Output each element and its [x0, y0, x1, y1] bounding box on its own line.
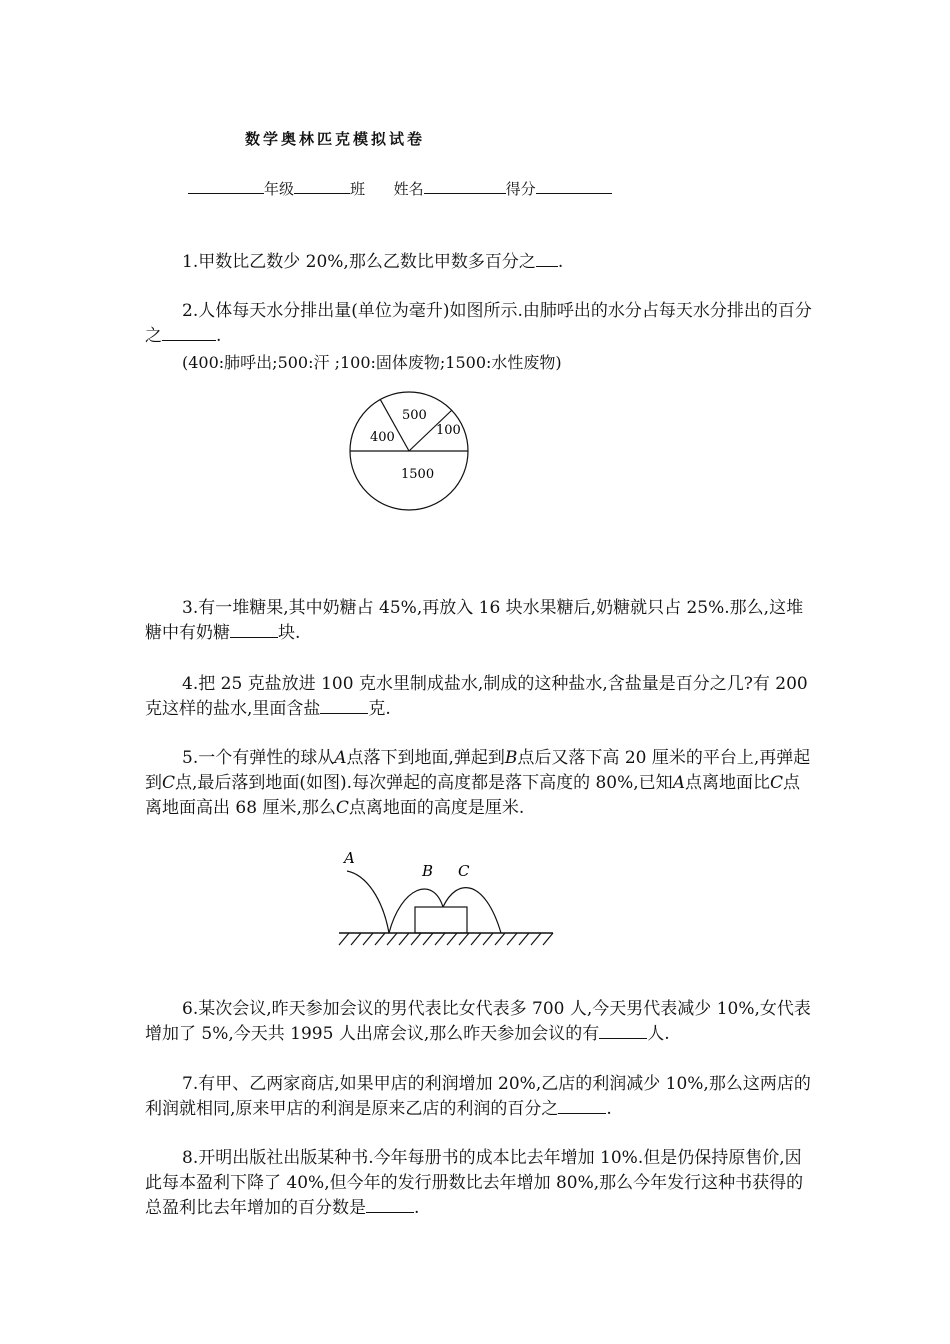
score-label: 得分 [505, 180, 536, 198]
question-number: 2. [182, 301, 199, 321]
score-blank[interactable] [536, 177, 612, 194]
ball-path-bounce-1 [389, 889, 443, 933]
name-blank[interactable] [424, 177, 506, 194]
question-1 [145, 250, 852, 275]
question-text: 有甲、乙两家商店,如果甲店的利润增加 20%,乙店的利润减少 10%,那么这两店的利润就相同,原来甲店的利润是原来乙店的利润的百分之 [145, 1074, 811, 1119]
question-text: 有一堆糖果,其中奶糖占 45%,再放入 16 块水果糖后,奶糖就只占 25%.那么,这堆糖中有奶糖 [145, 598, 804, 643]
student-info-line [188, 177, 612, 199]
answer-blank[interactable] [599, 1022, 647, 1039]
answer-blank[interactable] [536, 250, 558, 267]
question-8 [145, 1146, 815, 1221]
question-text-end: . [216, 326, 222, 346]
question-text: 点离地面高出 68 厘米,那么 [145, 773, 800, 818]
grade-label: 年级 [264, 180, 295, 198]
question-number: 3. [182, 598, 199, 618]
class-label: 班 [350, 180, 366, 198]
question-7 [145, 1072, 815, 1122]
point-label-a: A [672, 773, 685, 793]
pie-chart-figure [340, 385, 480, 515]
class-blank[interactable] [294, 177, 350, 194]
question-text-end: 人. [647, 1024, 670, 1044]
question-text: 点落下到地面,弹起到 [346, 748, 505, 768]
question-text-end: . [414, 1198, 420, 1218]
question-text-end: . [606, 1099, 612, 1119]
question-3 [145, 596, 815, 646]
point-label-c: C [335, 798, 349, 818]
question-text: 点离地面的高度是厘米. [348, 798, 525, 818]
question-text: 一个有弹性的球从 [198, 748, 335, 768]
grade-blank[interactable] [188, 177, 264, 194]
question-5 [145, 746, 815, 821]
question-number: 5. [182, 748, 199, 768]
point-label-a: A [334, 748, 347, 768]
label-c: C [458, 862, 470, 880]
answer-blank[interactable] [320, 697, 368, 714]
answer-blank[interactable] [558, 1097, 606, 1114]
question-text: 某次会议,昨天参加会议的男代表比女代表多 700 人,今天男代表减少 10%,女代表增加了 5%,今天共 1995 人出席会议,那么昨天参加会议的有 [145, 999, 811, 1044]
label-b: B [422, 862, 434, 880]
question-number: 7. [182, 1074, 199, 1094]
question-text: 甲数比乙数少 20%,那么乙数比甲数多百分之 [198, 252, 536, 272]
pie-label: 400 [370, 430, 395, 445]
bouncing-ball-figure [335, 845, 560, 950]
answer-blank[interactable] [162, 324, 216, 341]
question-text: 点,最后落到地面(如图).每次弹起的高度都是落下高度的 80%,已知 [175, 773, 673, 793]
answer-blank[interactable] [230, 621, 278, 638]
ball-path-bounce-2 [443, 888, 501, 933]
question-text-end: . [557, 252, 564, 272]
question-text: 把 25 克盐放进 100 克水里制成盐水,制成的这种盐水,含盐量是百分之几?有 200 克这样的盐水,里面含盐 [145, 674, 808, 719]
question-number: 8. [182, 1148, 199, 1168]
pie-legend: (400:肺呼出;500:汗 ;100:固体废物;1500:水性废物) [182, 353, 562, 372]
point-label-c: C [769, 773, 783, 793]
question-text: 人体每天水分排出量(单位为毫升)如图所示.由肺呼出的水分占每天水分排出的百分之 [145, 301, 812, 346]
point-label-c: C [162, 773, 176, 793]
ball-path-fall [347, 871, 389, 933]
pie-label: 100 [436, 423, 461, 438]
question-4 [145, 672, 815, 722]
pie-label: 500 [402, 408, 427, 423]
question-6 [145, 997, 815, 1047]
question-text: 点后又落下高 20 厘米的平台上,再弹起到 [145, 748, 811, 793]
answer-blank[interactable] [366, 1196, 414, 1213]
point-label-b: B [504, 748, 518, 768]
question-number: 1. [182, 252, 199, 272]
question-number: 4. [182, 674, 199, 694]
pie-label: 1500 [401, 467, 435, 482]
page-title: 数学奥林匹克模拟试卷 [245, 130, 426, 148]
name-label: 姓名 [393, 180, 424, 198]
question-text: 开明出版社出版某种书.今年每册书的成本比去年增加 10%.但是仍保持原售价,因此每本盈利下降了 40%,但今年的发行册数比去年增加 80%,那么今年发行这种书获得的总盈利比去年增加的百分数是 [145, 1148, 804, 1218]
label-a: A [344, 849, 355, 867]
ground-hatching [339, 933, 553, 945]
platform [415, 907, 467, 933]
question-2 [145, 299, 815, 349]
question-number: 6. [182, 999, 199, 1019]
question-text-end: 克. [368, 699, 391, 719]
question-text: 点离地面比 [684, 773, 770, 793]
question-text-end: 块. [278, 623, 301, 643]
